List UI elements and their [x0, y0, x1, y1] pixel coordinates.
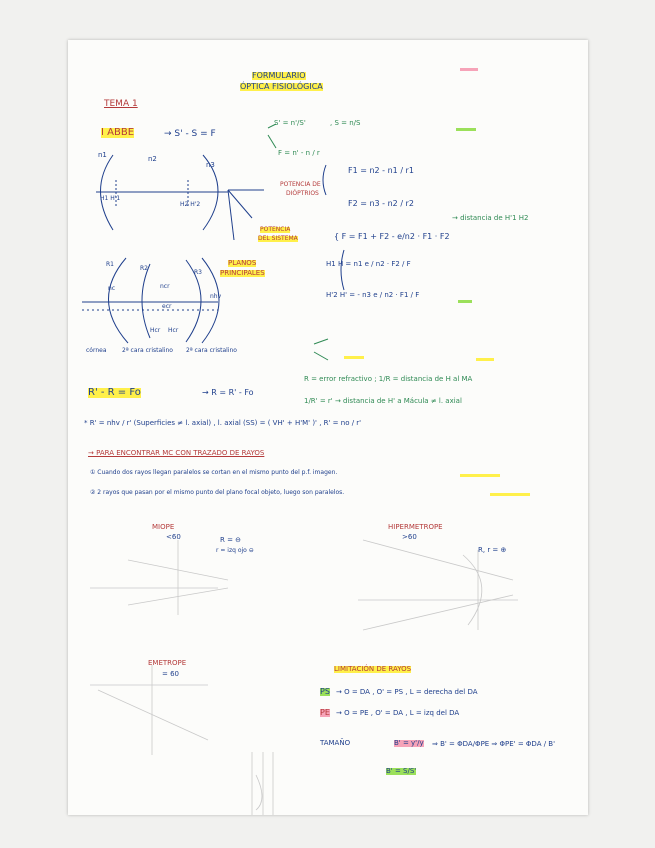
magnification-formula: B' = S/S': [386, 767, 417, 775]
page-subtitle: ÓPTICA FISIOLÓGICA: [240, 82, 323, 91]
abbe-power: F = n' - n / r: [278, 149, 320, 157]
diagram-h2: H2 H'2: [180, 201, 201, 208]
power-f1: F1 = n2 - n1 / r1: [348, 166, 414, 175]
tamano-label: TAMAÑO: [320, 739, 351, 747]
ray-tracing-heading: → PARA ENCONTRAR MC CON TRAZADO DE RAYOS: [88, 449, 265, 457]
diagram2-label: Hcr: [150, 327, 161, 334]
hiper-sub: >60: [402, 533, 417, 541]
power-f2: F2 = n3 - n2 / r2: [348, 199, 414, 208]
miope-title: MIOPE: [152, 523, 175, 531]
diagram-h1: H1 H'1: [100, 195, 121, 202]
diagram2-caption: córnea: [86, 347, 107, 354]
diagram-n1: n1: [98, 151, 107, 159]
refractive-def-1: R = error refractivo ; 1/R = distancia de H al MA: [304, 375, 473, 383]
limitacion-title: LIMITACIÓN DE RAYOS: [334, 665, 412, 673]
diagram2-caption: 2ª cara cristalino: [122, 347, 173, 354]
emetrope-sub: = 60: [162, 670, 179, 678]
aperture-equation: ⇒ B' = ΦDA/ΦPE ⇒ ΦPE' = ΦDA / B': [432, 740, 556, 748]
ps-tag: PS: [320, 687, 330, 696]
principal-plane-eq-1: H1 H = n1 e / n2 · F2 / F: [326, 260, 411, 268]
diagram2-caption: 2ª cara cristalino: [186, 347, 237, 354]
ray-rule-1: ① Cuando dos rayos llegan paralelos se cortan en el mismo punto del p.f. imagen.: [90, 469, 338, 476]
page-title: FORMULARIO: [252, 71, 306, 80]
planos-label-2: PRINCIPALES: [220, 269, 265, 277]
planos-label: PLANOS: [228, 259, 257, 267]
diagram-n3: n3: [206, 161, 215, 169]
refractive-arrow-eq: → R = R' - Fo: [202, 388, 254, 397]
diagram2-label: R1: [106, 261, 114, 268]
abbe-vergence-1: S' = n'/S': [274, 119, 306, 127]
diagram2-label: ecr: [162, 303, 172, 310]
potencia-sistema-label-2: DEL SISTEMA: [258, 235, 298, 242]
hiper-r: R, r = ⊕: [478, 546, 507, 554]
magnification-box: B' = y'/y: [394, 739, 424, 747]
ps-equation: → O = DA , O' = PS , L = derecha del DA: [336, 688, 478, 696]
far-point-formula: * R' = nhv / r' (Superficies ≠ l. axial) , l. axial (SS) = ( VH' + H'M' )' , R' = no / r': [84, 419, 362, 427]
refractive-equation: R' - R = Fo: [88, 387, 141, 398]
highlight-mark: [458, 300, 472, 303]
pe-tag: PE: [320, 708, 330, 717]
diagram2-label: nhv: [210, 293, 222, 300]
abbe-label: I ABBE: [101, 127, 135, 138]
abbe-vergence-2: , S = n/S: [330, 119, 361, 127]
diagram-n2: n2: [148, 155, 157, 163]
diagram2-label: R2: [140, 265, 148, 272]
miope-sub: <60: [166, 533, 181, 541]
highlight-mark: [344, 356, 364, 359]
potencia-dioptrios-label: POTENCIA DE: [280, 181, 321, 188]
diagram2-label: Hcr: [168, 327, 179, 334]
ray-rule-2: ② 2 rayos que pasan por el mismo punto del plano focal objeto, luego son paralelos.: [90, 489, 345, 496]
miope-rq: r = izq ojo ⊖: [216, 547, 254, 554]
notes-page: [68, 40, 588, 815]
diagram2-label: R3: [194, 269, 202, 276]
system-power-equation: { F = F1 + F2 - e/n2 · F1 · F2: [334, 232, 450, 241]
diagram2-label: ncr: [160, 283, 170, 290]
hiper-title: HIPERMETROPE: [388, 523, 443, 531]
system-power-note: → distancia de H'1 H2: [452, 214, 529, 222]
emetrope-title: EMETROPE: [148, 659, 187, 667]
refractive-def-2: 1/R' = r' → distancia de H' a Mácula ≠ l. axial: [304, 397, 462, 405]
highlight-mark: [476, 358, 494, 361]
potencia-sistema-label: POTENCIA: [260, 226, 291, 233]
principal-plane-eq-2: H'2 H' = - n3 e / n2 · F1 / F: [326, 291, 420, 299]
potencia-dioptrios-label-2: DIÓPTRIOS: [286, 190, 319, 197]
section-heading: TEMA 1: [104, 99, 138, 109]
miope-r: R = ⊖: [220, 536, 242, 544]
highlight-mark: [490, 493, 530, 496]
abbe-equation: → S' - S = F: [164, 129, 216, 139]
optics-sketches: [68, 40, 588, 815]
diagram2-label: nc: [108, 285, 116, 292]
pe-equation: → O = PE , O' = DA , L = izq del DA: [336, 709, 460, 717]
highlight-mark: [460, 474, 500, 477]
